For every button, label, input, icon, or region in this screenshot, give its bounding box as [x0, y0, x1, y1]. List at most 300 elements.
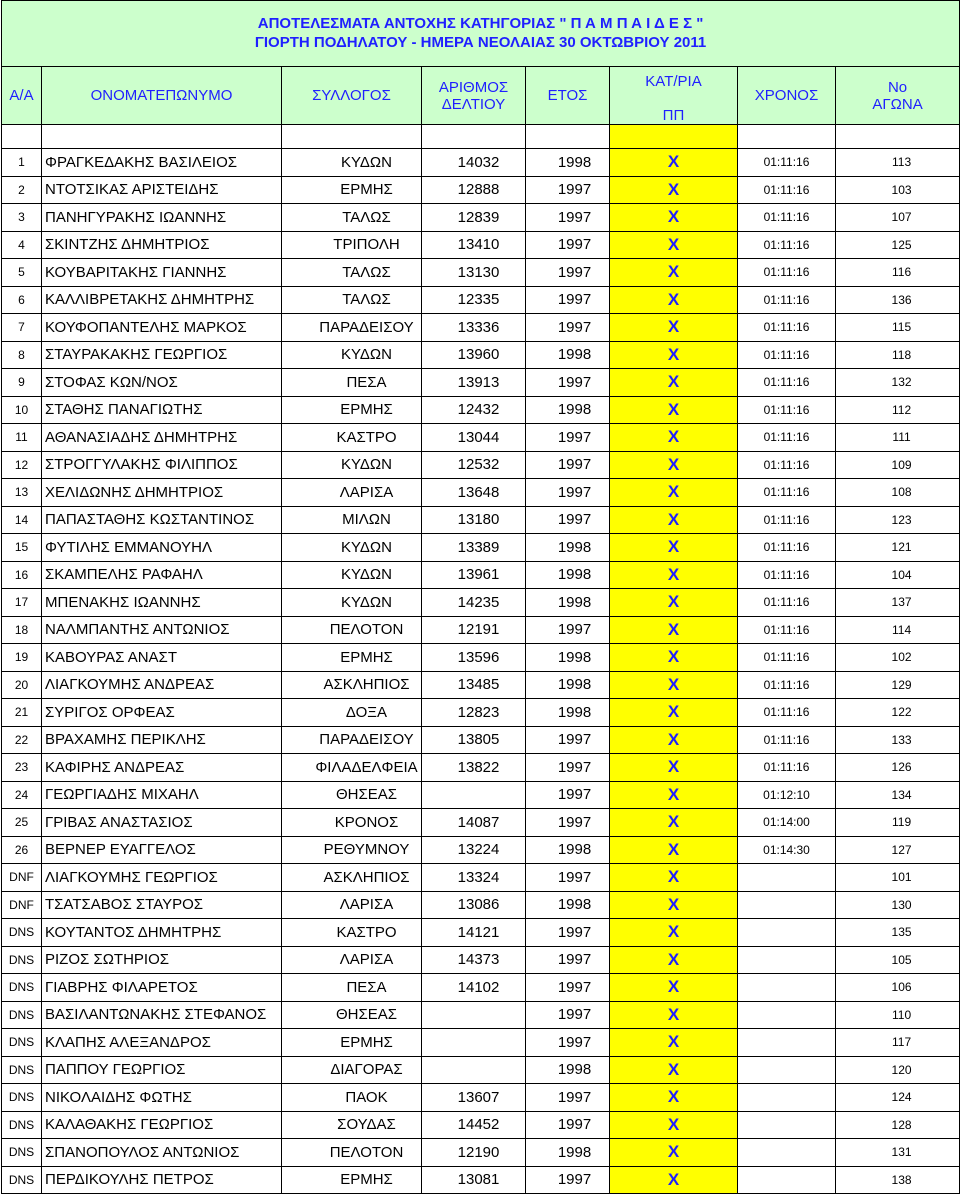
cell-rank: DNS: [2, 1166, 42, 1194]
cell-time: 01:11:16: [738, 726, 836, 754]
cell-category: Χ: [610, 1084, 738, 1112]
header-bib: ΑΡΙΘΜΟΣ ΔΕΛΤΙΟΥ: [422, 67, 526, 125]
cell-rank: 15: [2, 534, 42, 562]
cell-bib: [422, 1001, 526, 1029]
cell-rank: DNS: [2, 1111, 42, 1139]
cell-rank: 13: [2, 479, 42, 507]
header-category: ΚΑΤ/ΡΙΑ ΠΠ: [610, 67, 738, 125]
cell-year: 1997: [526, 809, 610, 837]
cell-bib: 13648: [422, 479, 526, 507]
cell-bib: 14452: [422, 1111, 526, 1139]
cell-name: ΣΤΑΘΗΣ ΠΑΝΑΓΙΩΤΗΣ: [42, 396, 282, 424]
table-row: [2, 946, 960, 974]
cell-category: Χ: [610, 1056, 738, 1084]
table-row: [2, 341, 960, 369]
cell-year: 1997: [526, 231, 610, 259]
cell-bib: 13081: [422, 1166, 526, 1194]
cell-race-no: 138: [836, 1166, 960, 1194]
table-row: [2, 836, 960, 864]
cell-bib: 13596: [422, 644, 526, 672]
cell-club: ΔΙΑΓΟΡΑΣ: [282, 1056, 422, 1084]
cell-rank: 11: [2, 424, 42, 452]
cell-rank: DNS: [2, 919, 42, 947]
cell-bib: 12888: [422, 176, 526, 204]
cell-race-no: 115: [836, 314, 960, 342]
cell-race-no: 125: [836, 231, 960, 259]
cell-bib: 13336: [422, 314, 526, 342]
cell-bib: 13607: [422, 1084, 526, 1112]
table-row: [2, 1056, 960, 1084]
cell-category: Χ: [610, 341, 738, 369]
cell-race-no: 126: [836, 754, 960, 782]
cell-time: 01:14:00: [738, 809, 836, 837]
cell-rank: 12: [2, 451, 42, 479]
cell-category: Χ: [610, 506, 738, 534]
cell-name: ΒΡΑΧΑΜΗΣ ΠΕΡΙΚΛΗΣ: [42, 726, 282, 754]
cell-rank: DNS: [2, 946, 42, 974]
cell-name: ΛΙΑΓΚΟΥΜΗΣ ΓΕΩΡΓΙΟΣ: [42, 864, 282, 892]
cell-year: 1997: [526, 176, 610, 204]
cell-category: Χ: [610, 286, 738, 314]
cell-time: 01:11:16: [738, 699, 836, 727]
cell-club: ΚΥΔΩΝ: [282, 341, 422, 369]
cell-category: Χ: [610, 451, 738, 479]
cell-time: 01:11:16: [738, 671, 836, 699]
cell-race-no: 124: [836, 1084, 960, 1112]
table-row: [2, 149, 960, 177]
cell-time: [738, 919, 836, 947]
cell-club: ΤΑΛΩΣ: [282, 204, 422, 232]
cell-category: Χ: [610, 479, 738, 507]
cell-club: ΠΕΛΟΤΟΝ: [282, 1139, 422, 1167]
cell-time: 01:11:16: [738, 231, 836, 259]
cell-race-no: 104: [836, 561, 960, 589]
cell-category: Χ: [610, 1111, 738, 1139]
cell-bib: 13410: [422, 231, 526, 259]
cell-name: ΚΑΛΑΘΑΚΗΣ ΓΕΩΡΓΙΟΣ: [42, 1111, 282, 1139]
cell-bib: 12432: [422, 396, 526, 424]
cell-year: 1998: [526, 1139, 610, 1167]
table-row: [2, 314, 960, 342]
cell-time: [738, 1111, 836, 1139]
cell-rank: 2: [2, 176, 42, 204]
table-row: [2, 369, 960, 397]
cell-name: ΧΕΛΙΔΩΝΗΣ ΔΗΜΗΤΡΙΟΣ: [42, 479, 282, 507]
cell-rank: 7: [2, 314, 42, 342]
cell-year: 1998: [526, 589, 610, 617]
cell-rank: 10: [2, 396, 42, 424]
cell-year: 1997: [526, 204, 610, 232]
cell-name: ΣΚΑΜΠΕΛΗΣ ΡΑΦΑΗΛ: [42, 561, 282, 589]
cell-time: 01:11:16: [738, 204, 836, 232]
cell-race-no: 105: [836, 946, 960, 974]
table-row: [2, 1139, 960, 1167]
cell-category: Χ: [610, 176, 738, 204]
cell-race-no: 102: [836, 644, 960, 672]
cell-year: 1998: [526, 341, 610, 369]
cell-time: 01:11:16: [738, 754, 836, 782]
cell-race-no: 117: [836, 1029, 960, 1057]
cell-time: 01:11:16: [738, 506, 836, 534]
cell-category: Χ: [610, 891, 738, 919]
cell-name: ΓΙΑΒΡΗΣ ΦΙΛΑΡΕΤΟΣ: [42, 974, 282, 1002]
cell-name: ΚΑΛΛΙΒΡΕΤΑΚΗΣ ΔΗΜΗΤΡΗΣ: [42, 286, 282, 314]
cell-category: Χ: [610, 836, 738, 864]
cell-race-no: 122: [836, 699, 960, 727]
cell-bib: 13961: [422, 561, 526, 589]
cell-rank: 16: [2, 561, 42, 589]
cell-year: 1998: [526, 644, 610, 672]
cell-time: 01:11:16: [738, 534, 836, 562]
cell-rank: 19: [2, 644, 42, 672]
cell-club: ΚΥΔΩΝ: [282, 149, 422, 177]
cell-club: ΘΗΣΕΑΣ: [282, 1001, 422, 1029]
cell-time: [738, 974, 836, 1002]
cell-time: 01:11:16: [738, 616, 836, 644]
cell-bib: 13913: [422, 369, 526, 397]
cell-club: ΚΑΣΤΡΟ: [282, 424, 422, 452]
cell-name: ΣΤΟΦΑΣ ΚΩΝ/ΝΟΣ: [42, 369, 282, 397]
cell-race-no: 114: [836, 616, 960, 644]
table-row: [2, 1166, 960, 1194]
cell-time: 01:12:10: [738, 781, 836, 809]
cell-year: 1998: [526, 534, 610, 562]
cell-race-no: 129: [836, 671, 960, 699]
cell-name: ΓΕΩΡΓΙΑΔΗΣ ΜΙΧΑΗΛ: [42, 781, 282, 809]
header-year: ΕΤΟΣ: [526, 67, 610, 125]
spacer-row: [2, 125, 960, 149]
header-no: Α/Α: [2, 67, 42, 125]
cell-name: ΠΑΠΑΣΤΑΘΗΣ ΚΩΣΤΑΝΤΙΝΟΣ: [42, 506, 282, 534]
table-row: [2, 919, 960, 947]
table-row: [2, 671, 960, 699]
cell-club: ΜΙΛΩΝ: [282, 506, 422, 534]
cell-year: 1997: [526, 1001, 610, 1029]
cell-bib: 12190: [422, 1139, 526, 1167]
cell-year: 1997: [526, 506, 610, 534]
cell-bib: [422, 781, 526, 809]
cell-rank: 1: [2, 149, 42, 177]
cell-club: ΠΕΛΟΤΟΝ: [282, 616, 422, 644]
cell-bib: 13130: [422, 259, 526, 287]
cell-name: ΚΟΥΦΟΠΑΝΤΕΛΗΣ ΜΑΡΚΟΣ: [42, 314, 282, 342]
cell-category: Χ: [610, 149, 738, 177]
header-race: Νο ΑΓΩΝΑ: [836, 67, 960, 125]
cell-time: 01:11:16: [738, 479, 836, 507]
cell-club: ΡΕΘΥΜΝΟΥ: [282, 836, 422, 864]
header-time: ΧΡΟΝΟΣ: [738, 67, 836, 125]
cell-race-no: 133: [836, 726, 960, 754]
cell-bib: 13822: [422, 754, 526, 782]
cell-year: 1997: [526, 864, 610, 892]
cell-race-no: 130: [836, 891, 960, 919]
cell-time: 01:11:16: [738, 424, 836, 452]
table-row: [2, 1084, 960, 1112]
cell-year: 1997: [526, 616, 610, 644]
cell-bib: 13044: [422, 424, 526, 452]
cell-bib: 12823: [422, 699, 526, 727]
cell-rank: 17: [2, 589, 42, 617]
cell-category: Χ: [610, 1166, 738, 1194]
cell-rank: DNS: [2, 1001, 42, 1029]
cell-time: 01:11:16: [738, 341, 836, 369]
cell-time: 01:11:16: [738, 176, 836, 204]
cell-bib: 13086: [422, 891, 526, 919]
cell-year: 1998: [526, 836, 610, 864]
cell-name: ΦΥΤΙΛΗΣ ΕΜΜΑΝΟΥΗΛ: [42, 534, 282, 562]
cell-name: ΣΤΡΟΓΓΥΛΑΚΗΣ ΦΙΛΙΠΠΟΣ: [42, 451, 282, 479]
cell-bib: 12191: [422, 616, 526, 644]
cell-time: [738, 1166, 836, 1194]
cell-rank: DNF: [2, 891, 42, 919]
cell-race-no: 128: [836, 1111, 960, 1139]
cell-bib: 14087: [422, 809, 526, 837]
cell-rank: 26: [2, 836, 42, 864]
cell-club: ΚΥΔΩΝ: [282, 589, 422, 617]
cell-year: 1997: [526, 286, 610, 314]
results-table: [1, 0, 960, 1194]
cell-name: ΦΡΑΓΚΕΔΑΚΗΣ ΒΑΣΙΛΕΙΟΣ: [42, 149, 282, 177]
table-row: [2, 561, 960, 589]
cell-name: ΡΙΖΟΣ ΣΩΤΗΡΙΟΣ: [42, 946, 282, 974]
cell-club: ΕΡΜΗΣ: [282, 644, 422, 672]
cell-name: ΓΡΙΒΑΣ ΑΝΑΣΤΑΣΙΟΣ: [42, 809, 282, 837]
cell-year: 1997: [526, 1029, 610, 1057]
cell-club: ΠΕΣΑ: [282, 974, 422, 1002]
table-row: [2, 176, 960, 204]
cell-race-no: 101: [836, 864, 960, 892]
cell-race-no: 135: [836, 919, 960, 947]
cell-year: 1997: [526, 1084, 610, 1112]
cell-club: ΕΡΜΗΣ: [282, 1029, 422, 1057]
cell-bib: 13180: [422, 506, 526, 534]
cell-year: 1997: [526, 781, 610, 809]
cell-rank: 4: [2, 231, 42, 259]
cell-bib: 14102: [422, 974, 526, 1002]
cell-category: Χ: [610, 396, 738, 424]
cell-race-no: 110: [836, 1001, 960, 1029]
cell-name: ΤΣΑΤΣΑΒΟΣ ΣΤΑΥΡΟΣ: [42, 891, 282, 919]
table-row: [2, 506, 960, 534]
cell-name: ΚΛΑΠΗΣ ΑΛΕΞΑΝΔΡΟΣ: [42, 1029, 282, 1057]
cell-category: Χ: [610, 534, 738, 562]
cell-bib: 12532: [422, 451, 526, 479]
cell-year: 1997: [526, 1111, 610, 1139]
cell-bib: 12839: [422, 204, 526, 232]
cell-club: ΕΡΜΗΣ: [282, 396, 422, 424]
cell-time: [738, 864, 836, 892]
cell-category: Χ: [610, 561, 738, 589]
cell-year: 1997: [526, 424, 610, 452]
cell-club: ΠΑΟΚ: [282, 1084, 422, 1112]
cell-year: 1998: [526, 149, 610, 177]
cell-club: ΑΣΚΛΗΠΙΟΣ: [282, 864, 422, 892]
cell-race-no: 106: [836, 974, 960, 1002]
cell-name: ΝΑΛΜΠΑΝΤΗΣ ΑΝΤΩΝΙΟΣ: [42, 616, 282, 644]
table-row: [2, 479, 960, 507]
cell-category: Χ: [610, 1139, 738, 1167]
cell-category: Χ: [610, 424, 738, 452]
table-row: [2, 891, 960, 919]
cell-year: 1998: [526, 561, 610, 589]
header-club: ΣΥΛΛΟΓΟΣ: [282, 67, 422, 125]
table-row: [2, 204, 960, 232]
cell-year: 1998: [526, 671, 610, 699]
cell-race-no: 111: [836, 424, 960, 452]
cell-year: 1998: [526, 699, 610, 727]
cell-bib: 13485: [422, 671, 526, 699]
cell-bib: 14235: [422, 589, 526, 617]
table-row: [2, 259, 960, 287]
cell-bib: 14373: [422, 946, 526, 974]
cell-name: ΒΕΡΝΕΡ ΕΥΑΓΓΕΛΟΣ: [42, 836, 282, 864]
cell-year: 1997: [526, 314, 610, 342]
cell-year: 1997: [526, 479, 610, 507]
cell-name: ΜΠΕΝΑΚΗΣ ΙΩΑΝΝΗΣ: [42, 589, 282, 617]
cell-year: 1997: [526, 946, 610, 974]
cell-race-no: 119: [836, 809, 960, 837]
cell-rank: DNS: [2, 974, 42, 1002]
cell-rank: 20: [2, 671, 42, 699]
cell-race-no: 127: [836, 836, 960, 864]
table-row: [2, 451, 960, 479]
cell-rank: 14: [2, 506, 42, 534]
cell-category: Χ: [610, 919, 738, 947]
cell-bib: 14121: [422, 919, 526, 947]
cell-race-no: 118: [836, 341, 960, 369]
cell-rank: DNS: [2, 1084, 42, 1112]
cell-category: Χ: [610, 781, 738, 809]
cell-club: ΠΑΡΑΔΕΙΣΟΥ: [282, 314, 422, 342]
cell-rank: 25: [2, 809, 42, 837]
cell-rank: DNF: [2, 864, 42, 892]
cell-time: [738, 1084, 836, 1112]
table-row: [2, 809, 960, 837]
table-row: [2, 396, 960, 424]
cell-bib: 12335: [422, 286, 526, 314]
cell-year: 1997: [526, 754, 610, 782]
table-row: [2, 644, 960, 672]
cell-category: Χ: [610, 204, 738, 232]
cell-club: ΠΑΡΑΔΕΙΣΟΥ: [282, 726, 422, 754]
table-row: [2, 589, 960, 617]
table-row: [2, 974, 960, 1002]
cell-name: ΠΕΡΔΙΚΟΥΛΗΣ ΠΕΤΡΟΣ: [42, 1166, 282, 1194]
table-row: [2, 1111, 960, 1139]
cell-race-no: 132: [836, 369, 960, 397]
cell-club: ΔΟΞΑ: [282, 699, 422, 727]
cell-name: ΛΙΑΓΚΟΥΜΗΣ ΑΝΔΡΕΑΣ: [42, 671, 282, 699]
cell-time: 01:14:30: [738, 836, 836, 864]
cell-time: 01:11:16: [738, 644, 836, 672]
cell-time: 01:11:16: [738, 259, 836, 287]
cell-name: ΚΟΥΤΑΝΤΟΣ ΔΗΜΗΤΡΗΣ: [42, 919, 282, 947]
cell-name: ΑΘΑΝΑΣΙΑΔΗΣ ΔΗΜΗΤΡΗΣ: [42, 424, 282, 452]
cell-name: ΚΑΦΙΡΗΣ ΑΝΔΡΕΑΣ: [42, 754, 282, 782]
table-row: [2, 781, 960, 809]
cell-bib: 13389: [422, 534, 526, 562]
table-row: [2, 754, 960, 782]
cell-race-no: 120: [836, 1056, 960, 1084]
cell-category: Χ: [610, 231, 738, 259]
cell-category: Χ: [610, 1001, 738, 1029]
table-row: [2, 1001, 960, 1029]
cell-club: ΤΡΙΠΟΛΗ: [282, 231, 422, 259]
table-row: [2, 424, 960, 452]
cell-name: ΣΥΡΙΓΟΣ ΟΡΦΕΑΣ: [42, 699, 282, 727]
cell-category: Χ: [610, 946, 738, 974]
cell-name: ΒΑΣΙΛΑΝΤΩΝΑΚΗΣ ΣΤΕΦΑΝΟΣ: [42, 1001, 282, 1029]
cell-name: ΠΑΝΗΓΥΡΑΚΗΣ ΙΩΑΝΝΗΣ: [42, 204, 282, 232]
cell-rank: 8: [2, 341, 42, 369]
cell-race-no: 112: [836, 396, 960, 424]
cell-year: 1997: [526, 919, 610, 947]
cell-year: 1997: [526, 974, 610, 1002]
cell-category: Χ: [610, 809, 738, 837]
cell-category: Χ: [610, 314, 738, 342]
page-subtitle: ΓΙΟΡΤΗ ΠΟΔΗΛΑΤΟΥ - ΗΜΕΡΑ ΝΕΟΛΑΙΑΣ 30 ΟΚΤΩΒΡΙΟΥ 2011: [2, 34, 960, 67]
cell-club: ΑΣΚΛΗΠΙΟΣ: [282, 671, 422, 699]
cell-name: ΝΤΟΤΣΙΚΑΣ ΑΡΙΣΤΕΙΔΗΣ: [42, 176, 282, 204]
cell-name: ΠΑΠΠΟΥ ΓΕΩΡΓΙΟΣ: [42, 1056, 282, 1084]
cell-race-no: 137: [836, 589, 960, 617]
table-row: [2, 864, 960, 892]
cell-club: ΠΕΣΑ: [282, 369, 422, 397]
cell-bib: 13324: [422, 864, 526, 892]
cell-rank: 18: [2, 616, 42, 644]
cell-race-no: 109: [836, 451, 960, 479]
cell-category: Χ: [610, 616, 738, 644]
cell-club: ΚΥΔΩΝ: [282, 534, 422, 562]
cell-time: [738, 891, 836, 919]
cell-club: ΘΗΣΕΑΣ: [282, 781, 422, 809]
cell-race-no: 116: [836, 259, 960, 287]
cell-bib: 14032: [422, 149, 526, 177]
table-row: [2, 534, 960, 562]
cell-category: Χ: [610, 644, 738, 672]
cell-race-no: 131: [836, 1139, 960, 1167]
table-row: [2, 286, 960, 314]
cell-club: ΤΑΛΩΣ: [282, 286, 422, 314]
cell-time: 01:11:16: [738, 589, 836, 617]
cell-club: ΣΟΥΔΑΣ: [282, 1111, 422, 1139]
cell-time: [738, 1139, 836, 1167]
cell-name: ΣΤΑΥΡΑΚΑΚΗΣ ΓΕΩΡΓΙΟΣ: [42, 341, 282, 369]
cell-rank: 23: [2, 754, 42, 782]
table-row: [2, 1029, 960, 1057]
cell-time: 01:11:16: [738, 396, 836, 424]
cell-time: 01:11:16: [738, 149, 836, 177]
cell-category: Χ: [610, 369, 738, 397]
cell-year: 1997: [526, 369, 610, 397]
cell-time: [738, 1029, 836, 1057]
cell-year: 1998: [526, 396, 610, 424]
cell-time: 01:11:16: [738, 369, 836, 397]
cell-time: 01:11:16: [738, 561, 836, 589]
cell-club: ΚΑΣΤΡΟ: [282, 919, 422, 947]
cell-rank: 21: [2, 699, 42, 727]
cell-rank: 3: [2, 204, 42, 232]
cell-rank: 6: [2, 286, 42, 314]
cell-category: Χ: [610, 259, 738, 287]
table-row: [2, 699, 960, 727]
cell-bib: 13960: [422, 341, 526, 369]
cell-rank: 22: [2, 726, 42, 754]
cell-year: 1997: [526, 451, 610, 479]
cell-club: ΛΑΡΙΣΑ: [282, 946, 422, 974]
cell-race-no: 136: [836, 286, 960, 314]
cell-bib: [422, 1029, 526, 1057]
